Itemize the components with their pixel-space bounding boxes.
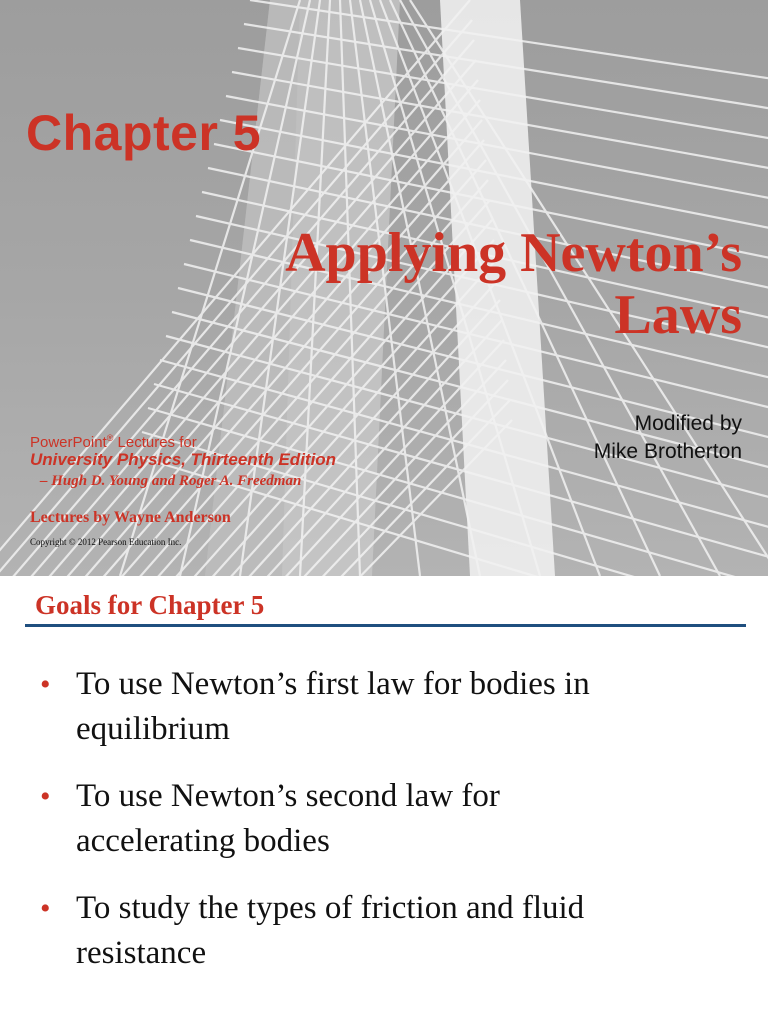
modified-by-credit xyxy=(594,410,742,466)
bullet-icon: • xyxy=(40,668,51,701)
modifier-name: Mike Brotherton xyxy=(593,440,742,463)
goal-text-line-2: equilibrium xyxy=(76,711,230,747)
powerpoint-lectures-line xyxy=(30,427,450,449)
slide-title xyxy=(182,222,742,346)
heading-divider xyxy=(25,624,746,627)
powerpoint-label: PowerPoint xyxy=(30,434,107,451)
goals-slide xyxy=(0,576,768,1024)
registered-mark: ® xyxy=(106,433,114,443)
goal-text-line-1: To use Newton’s second law for xyxy=(76,778,500,814)
copyright-notice: Copyright © 2012 Pearson Education Inc. xyxy=(30,537,182,547)
goal-text-line-2: resistance xyxy=(76,935,207,971)
goal-item-1 xyxy=(40,662,740,752)
goal-text-line-2: accelerating bodies xyxy=(76,823,330,859)
goals-heading: Goals for Chapter 5 xyxy=(35,590,265,620)
goal-text-line-1: To study the types of friction and fluid xyxy=(76,890,585,926)
bullet-icon: • xyxy=(40,892,51,925)
lecture-credits xyxy=(30,427,450,547)
modified-by-label: Modified by xyxy=(634,412,742,435)
goal-item-3 xyxy=(40,886,740,976)
lecturer-credit: Lectures by Wayne Anderson xyxy=(30,509,231,526)
book-authors: – Hugh D. Young and Roger A. Freedman xyxy=(40,473,302,489)
slide-title-line-2: Laws xyxy=(614,284,742,346)
bullet-icon: • xyxy=(40,780,51,813)
goal-text-line-1: To use Newton’s first law for bodies in xyxy=(76,666,590,702)
book-title: University Physics, Thirteenth Edition xyxy=(30,450,337,469)
chapter-title: Chapter 5 xyxy=(26,105,262,161)
lectures-for-label: Lectures for xyxy=(113,434,197,451)
slide-title-line-1: Applying Newton’s xyxy=(285,222,742,284)
goal-item-2 xyxy=(40,774,740,864)
goals-list xyxy=(40,662,740,998)
